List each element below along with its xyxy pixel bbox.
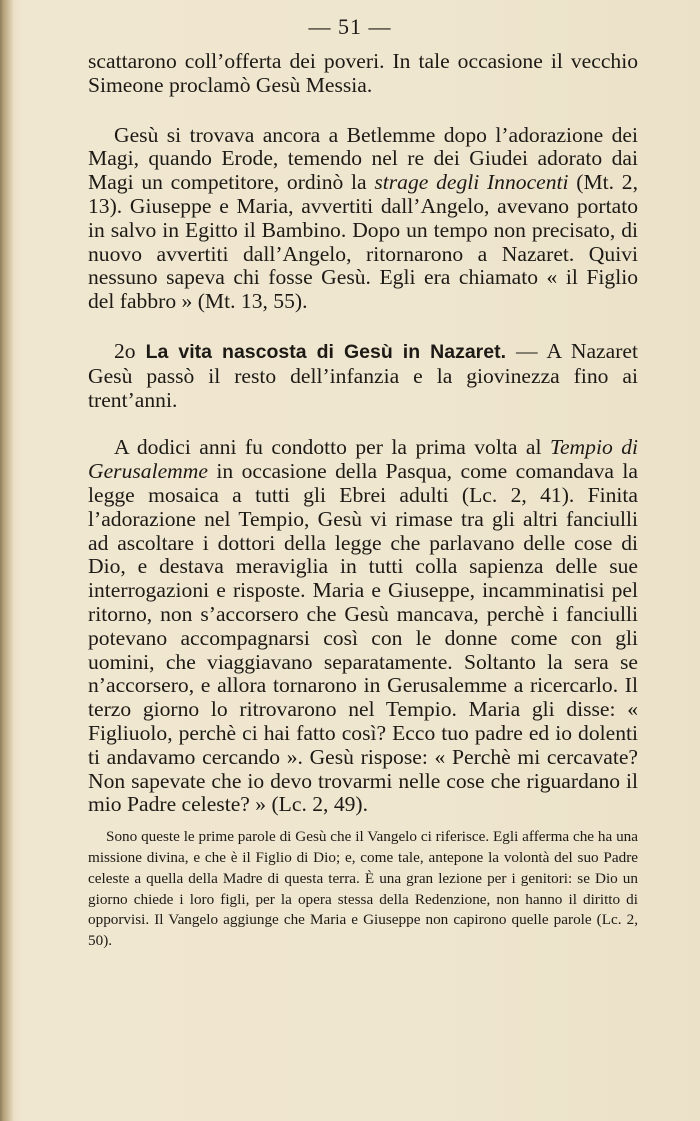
paragraph-2-italic: strage degli Innocenti (374, 170, 569, 195)
page-body (88, 50, 638, 952)
paragraph-gap (88, 412, 638, 436)
footnote-paragraph: Sono queste le prime parole di Gesù che il Vangelo ci riferisce. Egli afferma che ha una missione divina, e che è il Figlio di Dio; e, come tale, antepone la volontà del suo Padre celeste a quella della Madre di questa terra. È una gran lezione per i genitori: se Dio un giorno chiede i loro figli, per la opera stessa della Redenzione, non hanno il diritto di opporvisi. Il Vangelo aggiunge che Maria e Giuseppe non capirono quelle parole (Lc. 2, 50). (88, 828, 638, 950)
page-number: — 51 — (308, 14, 392, 39)
paragraph-4 (88, 436, 638, 817)
paragraph-2-text-b: (Mt. 2, 13). Giuseppe e Maria, avvertiti dall’Angelo, avevano portato in salvo in Egitto il Bambino. Dopo un tempo non precisato, di nuovo avvertiti dall’Angelo, ritornarono a Nazaret. Quivi nessuno sapeva chi fosse Gesù. Egli era chiamato « il Figlio del fabbro » (Mt. 13, 55). (88, 170, 639, 314)
paragraph-4-text-b: in occasione della Pasqua, come comandava la legge mosaica a tutti gli Ebrei adulti (Lc. 2, 41). Finita l’adorazione nel Tempio, Gesù vi rimase tra gli altri fanciulli ad ascoltare i dottori della legge che parlavano delle cose di Dio, e destava meraviglia in tutti colla sapienza delle sue interrogazioni e risposte. Maria e Giuseppe, incamminatisi pel ritorno, non s’accorsero che Gesù mancava, perchè i fanciulli potevano accompagnarsi così con le donne come con gli uomini, che viaggiavano separatamente. Soltanto la sera se n’accorsero, e allora tornarono in Gerusalemme a ricercarlo. Il terzo giorno lo ritrovarono nel Tempio. Maria gli disse: « Figliuolo, perchè ci hai fatto così? Ecco tuo padre ed io dolenti ti andavamo cercando ». Gesù rispose: « Perchè mi cercavate? Non sapevate che io devo trovarmi nelle cose che riguardano il mio Padre celeste? » (Lc. 2, 49). (88, 459, 638, 817)
paragraph-gap (88, 314, 638, 340)
paragraph-4-italic: Tempio di Gerusalemme (88, 435, 638, 484)
paragraph-2 (88, 124, 638, 314)
section-number: 2o (114, 338, 146, 363)
paragraph-3-text: — A Nazaret Gesù passò il resto dell’infanzia e la giovinezza fino ai trent’anni. (88, 338, 638, 412)
section-heading: La vita nascosta di Gesù in Nazaret. (145, 340, 507, 363)
paragraph-4-text-a: A dodici anni fu condotto per la prima volta al (114, 435, 550, 460)
paragraph-gap (88, 98, 638, 124)
gutter-shadow (0, 0, 14, 1121)
paragraph-3 (88, 340, 638, 412)
paragraph-2-text-a: Gesù si trovava ancora a Betlemme dopo l’adorazione dei Magi, quando Erode, temendo nel re dei Giudei adorato dai Magi un competitore, ordinò la (88, 122, 638, 195)
paragraph-1: scattarono coll’offerta dei poveri. In tale occasione il vecchio Simeone proclamò Gesù Messia. (88, 49, 638, 97)
